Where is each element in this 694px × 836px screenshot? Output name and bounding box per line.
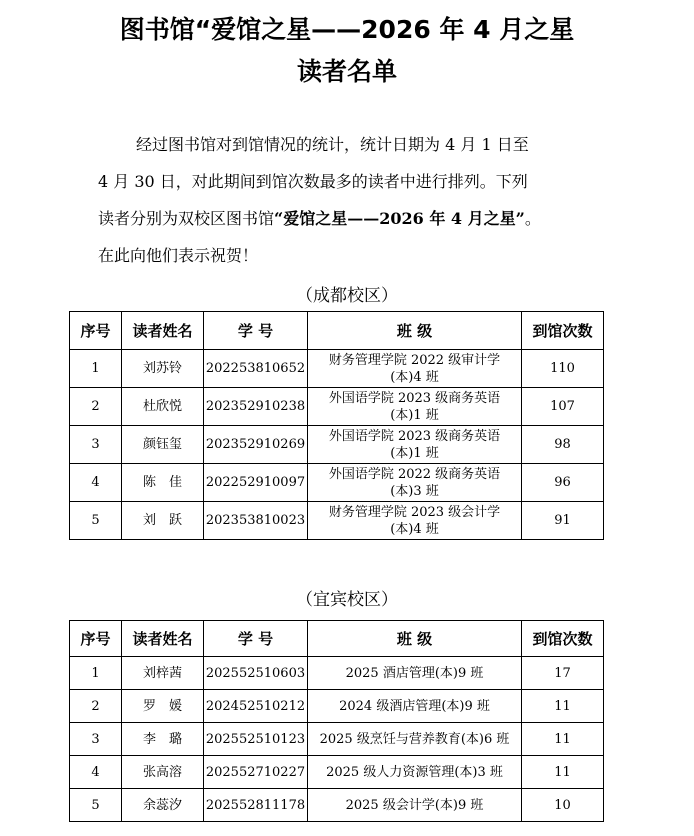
table-row (70, 350, 604, 388)
cell-class-line-1: 外国语学院 2023 级商务英语 (328, 428, 501, 444)
document-title-line-2: 读者名单 (296, 57, 397, 86)
cell-no: 1 (70, 350, 122, 388)
cell-id: 202552510123 (204, 723, 308, 756)
cell-name: 张高溶 (122, 756, 204, 789)
cell-class: 2024 级酒店管理(本)9 班 (308, 690, 522, 723)
cell-id: 202552710227 (204, 756, 308, 789)
yibin-table (69, 620, 604, 822)
chengdu-table (69, 311, 604, 540)
cell-class (308, 426, 522, 464)
header-count: 到馆次数 (522, 621, 604, 657)
header-no: 序号 (70, 621, 122, 657)
header-count: 到馆次数 (522, 312, 604, 350)
cell-class (308, 464, 522, 502)
cell-class-line-2: (本)1 班 (390, 407, 439, 423)
cell-count: 11 (522, 690, 604, 723)
cell-no: 2 (70, 690, 122, 723)
cell-id: 202552811178 (204, 789, 308, 822)
cell-count: 107 (522, 388, 604, 426)
header-id: 学 号 (204, 312, 308, 350)
intro-line-3-pre: 读者分别为双校区图书馆 (98, 209, 275, 228)
table-header-row (70, 312, 604, 350)
cell-class-line-1: 财务管理学院 2022 级审计学 (328, 352, 501, 368)
document-title-line-1: 图书馆“爱馆之星——2026 年 4 月之星 (119, 15, 575, 44)
header-name: 读者姓名 (122, 312, 204, 350)
chengdu-campus-label: （成都校区） (296, 286, 398, 306)
table-header-row (70, 621, 604, 657)
cell-name: 刘梓茜 (122, 657, 204, 690)
cell-class-line-2: (本)4 班 (390, 521, 439, 537)
cell-count: 110 (522, 350, 604, 388)
cell-count: 10 (522, 789, 604, 822)
cell-no: 3 (70, 426, 122, 464)
table-row (70, 756, 604, 789)
cell-class-line-1: 外国语学院 2023 级商务英语 (328, 390, 501, 406)
cell-name: 陈 佳 (122, 464, 204, 502)
cell-class (308, 350, 522, 388)
cell-no: 4 (70, 464, 122, 502)
intro-line-3 (98, 200, 618, 237)
cell-no: 5 (70, 502, 122, 540)
cell-name: 杜欣悦 (122, 388, 204, 426)
cell-class (308, 388, 522, 426)
cell-class: 2025 级烹饪与营养教育(本)6 班 (308, 723, 522, 756)
cell-name: 余蕊汐 (122, 789, 204, 822)
award-name: “爱馆之星——2026 年 4 月之星” (274, 209, 525, 228)
cell-no: 2 (70, 388, 122, 426)
cell-name: 刘苏铃 (122, 350, 204, 388)
cell-id: 202352910269 (204, 426, 308, 464)
intro-line-3-post: 。 (524, 209, 541, 228)
cell-no: 4 (70, 756, 122, 789)
cell-class: 2025 级会计学(本)9 班 (308, 789, 522, 822)
cell-no: 3 (70, 723, 122, 756)
yibin-campus-label: （宜宾校区） (296, 590, 398, 610)
table-row (70, 502, 604, 540)
header-name: 读者姓名 (122, 621, 204, 657)
intro-line-1: 经过图书馆对到馆情况的统计，统计日期为 4 月 1 日至 (136, 135, 529, 154)
cell-count: 91 (522, 502, 604, 540)
cell-name: 刘 跃 (122, 502, 204, 540)
cell-class-line-2: (本)1 班 (390, 445, 439, 461)
cell-id: 202552510603 (204, 657, 308, 690)
cell-count: 11 (522, 723, 604, 756)
cell-name: 罗 媛 (122, 690, 204, 723)
cell-count: 11 (522, 756, 604, 789)
cell-class (308, 502, 522, 540)
cell-no: 5 (70, 789, 122, 822)
cell-id: 202253810652 (204, 350, 308, 388)
header-class: 班 级 (308, 621, 522, 657)
table-row (70, 657, 604, 690)
table-row (70, 723, 604, 756)
table-row (70, 426, 604, 464)
cell-count: 17 (522, 657, 604, 690)
table-row (70, 464, 604, 502)
cell-id: 202352910238 (204, 388, 308, 426)
intro-line-2: 4 月 30 日，对此期间到馆次数最多的读者中进行排列。下列 (98, 172, 528, 191)
cell-class: 2025 级人力资源管理(本)3 班 (308, 756, 522, 789)
intro-line-4: 在此向他们表示祝贺！ (98, 246, 259, 265)
table-row (70, 690, 604, 723)
intro-paragraph (98, 126, 618, 274)
header-id: 学 号 (204, 621, 308, 657)
header-class: 班 级 (308, 312, 522, 350)
cell-name: 颜钰玺 (122, 426, 204, 464)
cell-count: 96 (522, 464, 604, 502)
cell-class: 2025 酒店管理(本)9 班 (308, 657, 522, 690)
cell-count: 98 (522, 426, 604, 464)
cell-id: 202252910097 (204, 464, 308, 502)
cell-id: 202452510212 (204, 690, 308, 723)
cell-no: 1 (70, 657, 122, 690)
cell-id: 202353810023 (204, 502, 308, 540)
cell-class-line-1: 财务管理学院 2023 级会计学 (328, 504, 501, 520)
table-row (70, 789, 604, 822)
table-row (70, 388, 604, 426)
cell-class-line-1: 外国语学院 2022 级商务英语 (328, 466, 501, 482)
cell-class-line-2: (本)3 班 (390, 483, 439, 499)
header-no: 序号 (70, 312, 122, 350)
cell-class-line-2: (本)4 班 (390, 369, 439, 385)
cell-name: 李 璐 (122, 723, 204, 756)
